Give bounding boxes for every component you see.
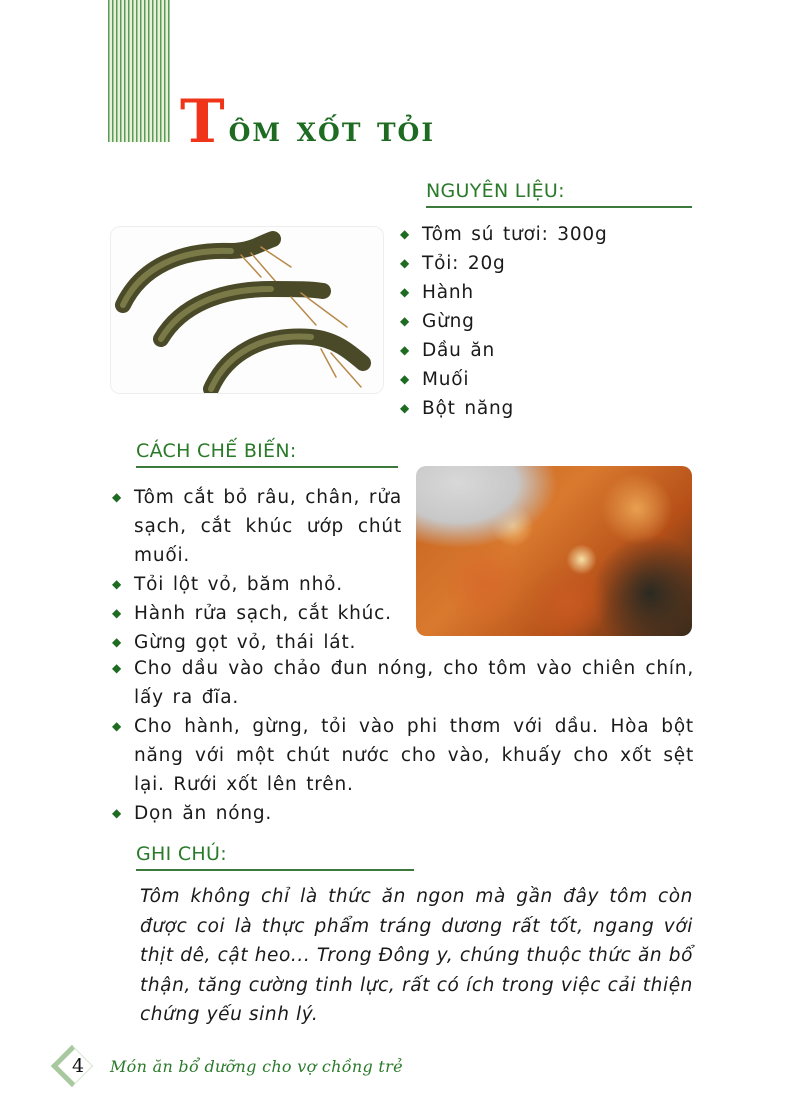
notes-heading: GHI CHÚ:	[136, 843, 414, 871]
diamond-bullet-icon: ◆	[112, 635, 123, 649]
method-step: ◆ Cho hành, gừng, tỏi vào phi thơm với dầu. Hòa bột năng với một chút nước cho vào, khuấy cho xốt sệt lại. Rưới xốt lên trên.	[112, 712, 694, 799]
garlic-sauce-shrimp-photo	[416, 466, 692, 636]
method-step: ◆ Gừng gọt vỏ, thái lát.	[112, 628, 402, 657]
diamond-bullet-icon: ◆	[112, 606, 123, 620]
book-title: Món ăn bổ dưỡng cho vợ chồng trẻ	[110, 1056, 403, 1076]
page-footer	[50, 1044, 403, 1088]
ingredient-item: ◆ Bột năng	[400, 394, 700, 423]
diamond-bullet-icon: ◆	[112, 577, 123, 591]
diamond-bullet-icon: ◆	[400, 343, 411, 357]
diamond-bullet-icon: ◆	[112, 806, 123, 820]
method-step: ◆ Cho dầu vào chảo đun nóng, cho tôm vào chiên chín, lấy ra đĩa.	[112, 654, 694, 712]
diamond-bullet-icon: ◆	[112, 661, 123, 675]
diamond-bullet-icon: ◆	[400, 401, 411, 415]
ingredient-item: ◆ Gừng	[400, 307, 700, 336]
decorative-stripes	[108, 0, 170, 142]
recipe-title	[180, 87, 436, 157]
method-heading: CÁCH CHẾ BIẾN:	[136, 440, 398, 468]
diamond-bullet-icon: ◆	[400, 372, 411, 386]
ingredient-item: ◆ Tỏi: 20g	[400, 249, 700, 278]
ingredient-item: ◆ Tôm sú tươi: 300g	[400, 220, 700, 249]
raw-shrimp-photo	[110, 226, 384, 394]
ingredient-item: ◆ Hành	[400, 278, 700, 307]
method-steps-wide	[112, 654, 694, 828]
diamond-bullet-icon: ◆	[400, 314, 411, 328]
notes-text: Tôm không chỉ là thức ăn ngon mà gần đây tôm còn được coi là thực phẩm tráng dương rất tốt, ngang với thịt dê, cật heo... Trong Đông y, chúng thuộc thức ăn bổ thận, tăng cường tinh lực, rất có ích trong việc cải thiện chứng yếu sinh lý.	[140, 886, 693, 1025]
title-rest: ôm xốt tỏi	[228, 108, 436, 150]
shrimp-illustration	[111, 227, 384, 394]
ingredient-item: ◆ Muối	[400, 365, 700, 394]
ingredient-item: ◆ Dầu ăn	[400, 336, 700, 365]
method-step: ◆ Tôm cắt bỏ râu, chân, rửa sạch, cắt khúc ướp chút muối.	[112, 483, 402, 570]
method-steps-narrow	[112, 483, 402, 657]
ingredients-heading: NGUYÊN LIỆU:	[426, 180, 692, 208]
diamond-bullet-icon: ◆	[112, 719, 123, 733]
method-step: ◆ Tỏi lột vỏ, băm nhỏ.	[112, 570, 402, 599]
diamond-bullet-icon: ◆	[400, 256, 411, 270]
diamond-bullet-icon: ◆	[400, 227, 411, 241]
method-step: ◆ Dọn ăn nóng.	[112, 799, 694, 828]
title-initial: T	[180, 87, 227, 157]
page-number-badge	[50, 1044, 94, 1088]
ingredients-list	[400, 220, 700, 423]
method-step: ◆ Hành rửa sạch, cắt khúc.	[112, 599, 402, 628]
page-number: 4	[71, 1055, 85, 1077]
diamond-bullet-icon: ◆	[112, 490, 123, 504]
diamond-bullet-icon: ◆	[400, 285, 411, 299]
